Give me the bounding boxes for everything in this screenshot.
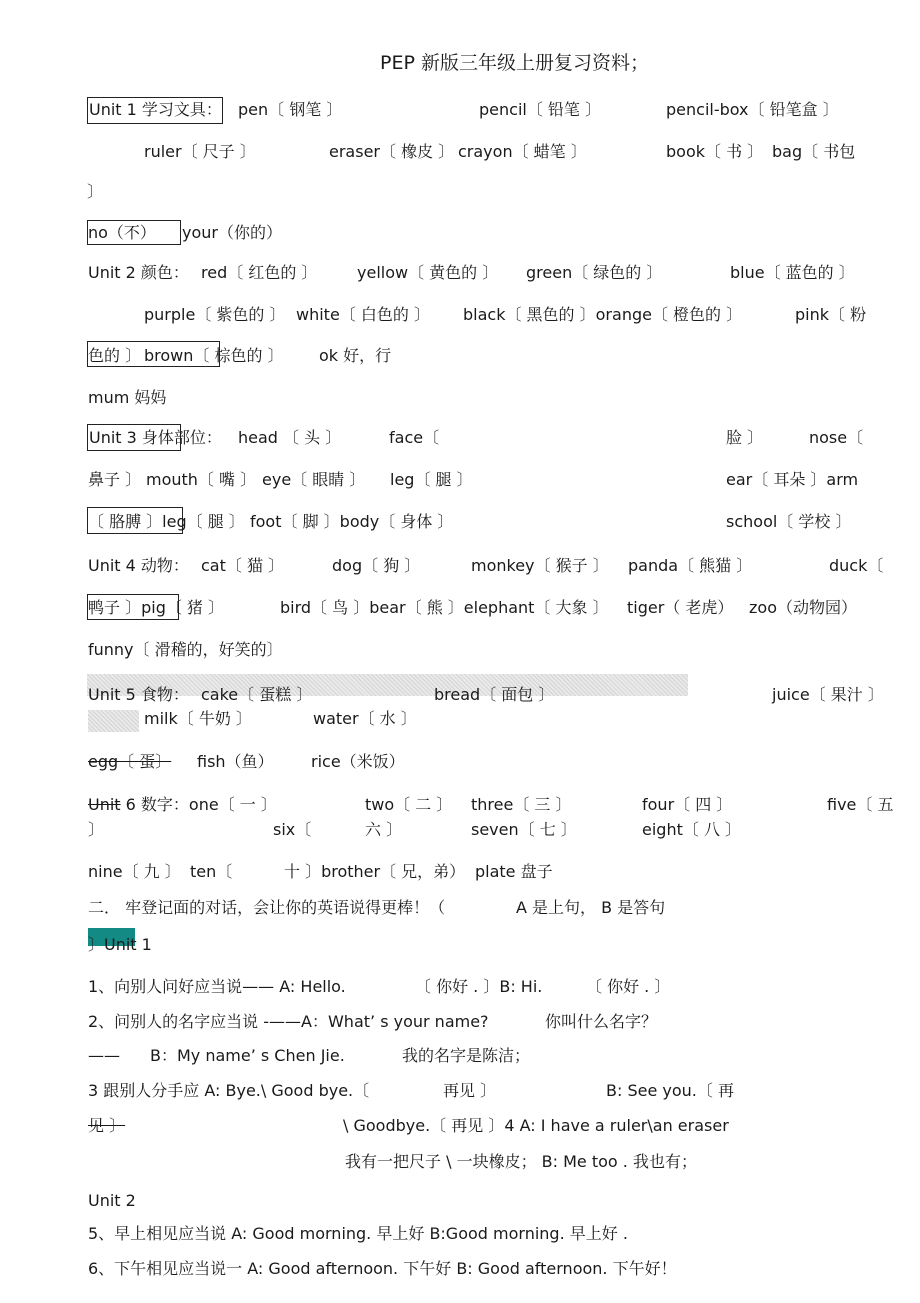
vocab-face-end: 脸 〕 xyxy=(726,428,764,447)
vocab-arm-leg: 〔 胳膊 〕leg〔 腿 〕 xyxy=(88,512,245,531)
vocab-nose-end: 鼻子 〕 xyxy=(88,470,142,489)
vocab-dog: dog〔 狗 〕 xyxy=(332,556,421,575)
vocab-blue: blue〔 蓝色的 〕 xyxy=(730,263,855,282)
vocab-fish: fish（鱼） xyxy=(197,752,274,771)
dialog-3-answer: B: See you.〔 再 xyxy=(606,1081,734,1100)
dialog-6: 6、下午相见应当说一 A: Good afternoon. 下午好 B: Good afternoon. 下午好！ xyxy=(88,1259,677,1278)
vocab-five-end: 〕 xyxy=(88,820,105,839)
vocab-duck-pig: 鸭子 〕pig〔 猪 〕 xyxy=(88,598,225,617)
vocab-ten: ten〔 xyxy=(190,862,233,881)
vocab-juice: juice〔 果汁 〕 xyxy=(772,685,884,704)
vocab-purple: purple〔 紫色的 〕 xyxy=(144,305,286,324)
dialog-3: 3 跟别人分手应 A: Bye.\ Good bye.〔 xyxy=(88,1081,370,1100)
vocab-egg: egg〔 蛋〕 xyxy=(88,752,172,771)
unit6-label-rest: 6 数字：one〔 一 〕 xyxy=(120,795,277,814)
dialog-1-b: 〔 你好 . 〕 xyxy=(586,977,671,996)
vocab-cake: cake〔 蛋糕 〕 xyxy=(201,685,313,704)
vocab-pencil-box: pencil-box〔 铅笔盒 〕 xyxy=(666,100,839,119)
vocab-bag-end: 〕 xyxy=(87,182,104,201)
section2-heading: 二． 牢登记面的对话，会让你的英语说得更棒！（ xyxy=(88,898,446,917)
vocab-yellow: yellow〔 黄色的 〕 xyxy=(357,263,499,282)
dialog-2: 2、问别人的名字应当说 -——A：What’ s your name? xyxy=(88,1012,489,1031)
vocab-eye: eye〔 眼睛 〕 xyxy=(262,470,366,489)
vocab-rice: rice（米饭） xyxy=(311,752,405,771)
dialog-5: 5、早上相见应当说 A: Good morning. 早上好 B:Good morning. 早上好 . xyxy=(88,1224,628,1243)
vocab-five: five〔 五 xyxy=(827,795,894,814)
dialog-1: 1、向别人问好应当说—— A: Hello. xyxy=(88,977,346,996)
page-title: PEP 新版三年级上册复习资料； xyxy=(380,52,649,74)
vocab-nose: nose〔 xyxy=(809,428,864,447)
vocab-tiger: tiger（ 老虎） xyxy=(627,598,734,617)
section2-ab-note: A 是上句， B 是答句 xyxy=(516,898,666,917)
vocab-monkey: monkey〔 猴子 〕 xyxy=(471,556,609,575)
vocab-mum: mum 妈妈 xyxy=(88,388,167,407)
vocab-seven: seven〔 七 〕 xyxy=(471,820,577,839)
vocab-funny: funny〔 滑稽的，好笑的〕 xyxy=(88,640,283,659)
vocab-nine: nine〔 九 〕 xyxy=(88,862,181,881)
vocab-ruler: ruler〔 尺子 〕 xyxy=(144,142,256,161)
unit1-label: Unit 1 学习文具： xyxy=(89,100,222,119)
vocab-bag: bag〔 书包 xyxy=(772,142,856,161)
vocab-pencil: pencil〔 铅笔 〕 xyxy=(479,100,602,119)
unit2-label: Unit 2 颜色： xyxy=(88,263,189,282)
dialog-3-translation: 再见 〕 xyxy=(443,1081,497,1100)
vocab-head: head 〔 头 〕 xyxy=(238,428,342,447)
vocab-your: your（你的） xyxy=(182,223,282,242)
vocab-panda: panda〔 熊猫 〕 xyxy=(628,556,753,575)
unit6-unit-word: Unit xyxy=(88,795,121,814)
vocab-six: six〔 xyxy=(273,820,312,839)
vocab-pink: pink〔 粉 xyxy=(795,305,867,324)
vocab-eraser: eraser〔 橡皮 〕 xyxy=(329,142,455,161)
vocab-no: no（不） xyxy=(88,223,156,242)
vocab-zoo: zoo（动物园） xyxy=(749,598,857,617)
vocab-six-end: 六 〕 xyxy=(365,820,403,839)
vocab-leg: leg〔 腿 〕 xyxy=(390,470,473,489)
vocab-green: green〔 绿色的 〕 xyxy=(526,263,663,282)
dialog-2-answer: B：My name’ s Chen Jie. xyxy=(150,1046,345,1065)
dialog-2-dash: —— xyxy=(88,1046,120,1065)
dialog-4-translation: 我有一把尺子 \ 一块橡皮； B: Me too . 我也有； xyxy=(345,1152,697,1171)
dialog-3-answer-end: 见 〕 xyxy=(88,1116,126,1135)
vocab-eight: eight〔 八 〕 xyxy=(642,820,742,839)
vocab-school: school〔 学校 〕 xyxy=(726,512,852,531)
vocab-red: red〔 红色的 〕 xyxy=(201,263,318,282)
unit4-label: Unit 4 动物： xyxy=(88,556,189,575)
scan-artifact-block xyxy=(88,710,139,732)
vocab-two: two〔 二 〕 xyxy=(365,795,453,814)
unit5-label: Unit 5 食物： xyxy=(88,685,189,704)
vocab-water: water〔 水 〕 xyxy=(313,709,417,728)
vocab-milk: milk〔 牛奶 〕 xyxy=(144,709,252,728)
vocab-white: white〔 白色的 〕 xyxy=(296,305,430,324)
vocab-book: book〔 书 〕 xyxy=(666,142,764,161)
section2-unit2: Unit 2 xyxy=(88,1191,136,1210)
vocab-pink-end: 色的 〕 xyxy=(88,346,142,365)
vocab-ok: ok 好，行 xyxy=(319,346,392,365)
vocab-four: four〔 四 〕 xyxy=(642,795,733,814)
vocab-foot-body: foot〔 脚 〕body〔 身体 〕 xyxy=(250,512,454,531)
vocab-crayon: crayon〔 蜡笔 〕 xyxy=(458,142,587,161)
vocab-ten-brother: 十 〕brother〔 兄，弟） xyxy=(284,862,466,881)
unit6-label xyxy=(88,795,277,815)
unit3-label: Unit 3 身体部位： xyxy=(89,428,222,447)
vocab-black-orange: black〔 黑色的 〕orange〔 橙色的 〕 xyxy=(463,305,743,324)
vocab-bread: bread〔 面包 〕 xyxy=(434,685,555,704)
vocab-ear-arm: ear〔 耳朵 〕arm xyxy=(726,470,859,489)
dialog-3-4: \ Goodbye.〔 再见 〕4 A: I have a ruler\an eraser xyxy=(343,1116,729,1135)
vocab-duck: duck〔 xyxy=(829,556,884,575)
section2-unit1: 〕Unit 1 xyxy=(88,935,152,954)
vocab-brown: brown〔 棕色的 〕 xyxy=(144,346,284,365)
vocab-pen: pen〔 钢笔 〕 xyxy=(238,100,343,119)
vocab-cat: cat〔 猫 〕 xyxy=(201,556,285,575)
vocab-mouth: mouth〔 嘴 〕 xyxy=(146,470,257,489)
dialog-2-answer-translation: 我的名字是陈洁； xyxy=(402,1046,531,1065)
vocab-three: three〔 三 〕 xyxy=(471,795,572,814)
vocab-bird-bear-elephant: bird〔 鸟 〕bear〔 熊 〕elephant〔 大象 〕 xyxy=(280,598,609,617)
vocab-plate: plate 盘子 xyxy=(475,862,553,881)
dialog-2-translation: 你叫什么名字？ xyxy=(545,1012,658,1031)
vocab-face: face〔 xyxy=(389,428,440,447)
dialog-1-a: 〔 你好 . 〕B: Hi. xyxy=(415,977,543,996)
